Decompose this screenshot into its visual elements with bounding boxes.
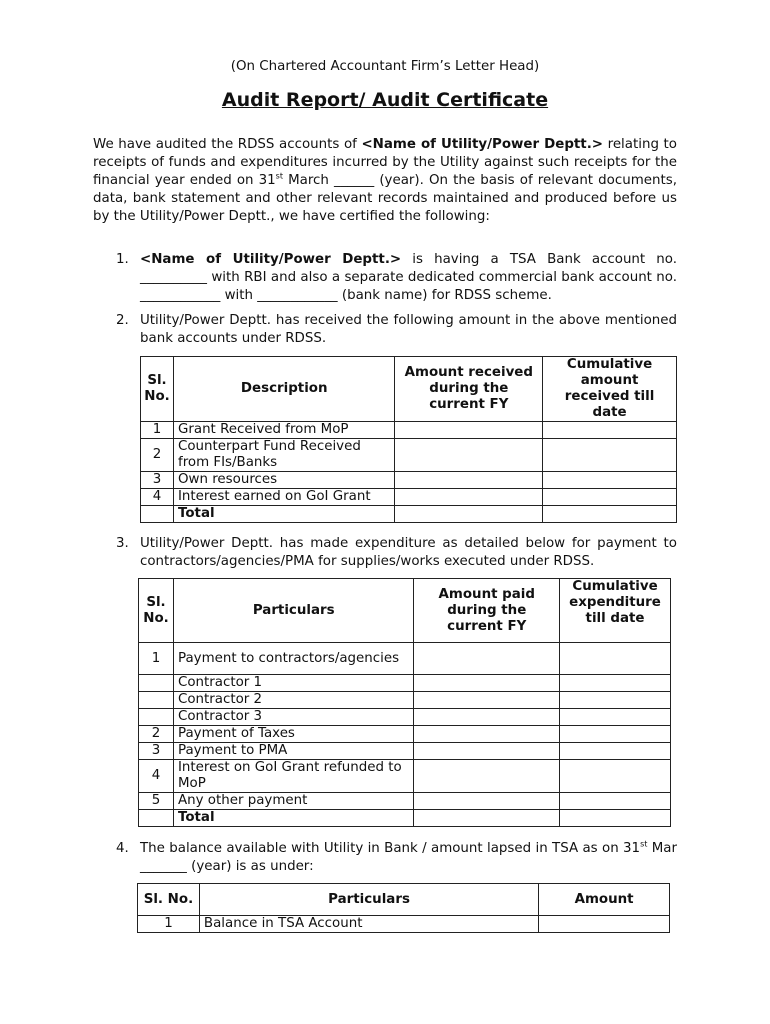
list-item-3 <box>116 535 677 571</box>
row-sl: 2 <box>141 439 174 472</box>
item-text: Utility/Power Deptt. has received the following amount in the above mentioned bank accounts under RDSS. <box>140 313 677 346</box>
table-row <box>141 422 677 439</box>
amount-cell <box>414 709 560 726</box>
table-row <box>139 743 671 760</box>
row-sl: 3 <box>141 472 174 489</box>
table-header-row <box>138 884 670 916</box>
amount-cell <box>414 643 560 675</box>
row-sl: 1 <box>138 916 200 933</box>
table-row <box>141 489 677 506</box>
cumulative-cell <box>560 726 671 743</box>
row-particulars: Balance in TSA Account <box>199 916 538 933</box>
cumulative-cell <box>543 489 677 506</box>
amount-cell <box>395 489 543 506</box>
row-description: Grant Received from MoP <box>173 422 394 439</box>
total-label: Total <box>173 810 414 827</box>
row-description: Own resources <box>173 472 394 489</box>
table-header-row <box>141 357 677 422</box>
row-particulars: Payment to PMA <box>173 743 414 760</box>
amount-cell <box>414 675 560 692</box>
table-row <box>141 439 677 472</box>
list-item-1 <box>116 251 677 305</box>
list-item-2 <box>116 312 677 348</box>
table-row <box>139 675 671 692</box>
row-sl <box>139 709 174 726</box>
total-label: Total <box>173 506 394 523</box>
item-text <box>140 840 677 876</box>
header-particulars: Particulars <box>173 579 414 643</box>
cumulative-cell <box>560 760 671 793</box>
item-number: 3. <box>116 536 129 551</box>
item-superscript: st <box>640 839 648 849</box>
table-row <box>139 793 671 810</box>
row-description: Counterpart Fund Received from FIs/Banks <box>173 439 394 472</box>
row-particulars: Contractor 2 <box>173 692 414 709</box>
item-body-b: Mar _______ (year) is as under: <box>140 841 677 874</box>
row-particulars: Payment to contractors/agencies <box>173 643 414 675</box>
cumulative-cell <box>560 692 671 709</box>
amount-cell <box>414 760 560 793</box>
receipts-table <box>140 356 677 523</box>
cumulative-cell <box>560 643 671 675</box>
item-number: 1. <box>116 252 129 267</box>
header-amount-paid: Amount paid during the current FY <box>414 579 560 643</box>
table-row <box>139 643 671 675</box>
expenditure-table <box>138 578 671 827</box>
item-number: 2. <box>116 313 129 328</box>
row-particulars: Interest on GoI Grant refunded to MoP <box>173 760 414 793</box>
utility-name-placeholder: <Name of Utility/Power Deptt.> <box>361 137 604 152</box>
row-description: Interest earned on GoI Grant <box>173 489 394 506</box>
intro-text-3: March ______ (year). On the basis of relevant documents, data, bank statement and other relevant records maintained and produced before us by the Utility/Power Deptt., we have certified the following: <box>93 173 677 224</box>
row-sl: 1 <box>141 422 174 439</box>
row-sl: 3 <box>139 743 174 760</box>
row-sl <box>141 506 174 523</box>
cumulative-cell <box>560 675 671 692</box>
row-sl <box>139 692 174 709</box>
utility-name-placeholder: <Name of Utility/Power Deptt.> <box>140 252 402 267</box>
intro-paragraph <box>93 136 677 226</box>
header-particulars: Particulars <box>199 884 538 916</box>
amount-cell <box>414 743 560 760</box>
list-item-4 <box>116 840 677 876</box>
letterhead-note: (On Chartered Accountant Firm’s Letter Head) <box>230 59 540 74</box>
row-sl: 2 <box>139 726 174 743</box>
row-particulars: Contractor 3 <box>173 709 414 726</box>
amount-cell <box>414 810 560 827</box>
page-title: Audit Report/ Audit Certificate <box>221 89 549 111</box>
amount-cell <box>395 422 543 439</box>
header-cumulative-received: Cumulative amount received till date <box>543 357 677 422</box>
item-text: Utility/Power Deptt. has made expenditure as detailed below for payment to contractors/agencies/PMA for supplies/works executed under RDSS. <box>140 536 677 569</box>
cumulative-cell <box>560 793 671 810</box>
intro-text-1: We have audited the RDSS accounts of <box>93 137 362 152</box>
item-body: is having a TSA Bank account no. __________ with RBI and also a separate dedicated commercial bank account no. ____________ with ____________ (bank name) for RDSS scheme. <box>140 252 677 303</box>
amount-cell <box>414 793 560 810</box>
row-particulars: Contractor 1 <box>173 675 414 692</box>
intro-superscript: st <box>275 171 283 181</box>
intro-text-2: relating to receipts of funds and expenditures incurred by the Utility against such receipts for the financial year ended on 31 <box>93 137 677 188</box>
table-row <box>141 472 677 489</box>
table-row <box>139 726 671 743</box>
row-sl <box>139 810 174 827</box>
row-sl: 4 <box>141 489 174 506</box>
cumulative-cell <box>543 472 677 489</box>
header-sl-no: Sl. No. <box>141 357 174 422</box>
cumulative-cell <box>560 743 671 760</box>
header-description: Description <box>173 357 394 422</box>
cumulative-cell <box>560 810 671 827</box>
row-particulars: Any other payment <box>173 793 414 810</box>
row-sl: 5 <box>139 793 174 810</box>
table-header-row <box>139 579 671 643</box>
table-row <box>138 916 670 933</box>
table-row <box>139 692 671 709</box>
total-row <box>141 506 677 523</box>
table-row <box>139 709 671 726</box>
item-number: 4. <box>116 841 129 856</box>
total-row <box>139 810 671 827</box>
item-text <box>140 251 677 305</box>
table-row <box>139 760 671 793</box>
cumulative-cell <box>543 422 677 439</box>
amount-cell <box>395 439 543 472</box>
header-cumulative-expenditure: Cumulative expenditure till date <box>560 579 671 643</box>
header-amount: Amount <box>539 884 670 916</box>
item-body-a: The balance available with Utility in Bank / amount lapsed in TSA as on 31 <box>140 841 641 856</box>
amount-cell <box>414 726 560 743</box>
cumulative-cell <box>560 709 671 726</box>
row-sl <box>139 675 174 692</box>
row-sl: 4 <box>139 760 174 793</box>
amount-cell <box>539 916 670 933</box>
row-sl: 1 <box>139 643 174 675</box>
header-amount-received: Amount received during the current FY <box>395 357 543 422</box>
balance-table <box>137 883 670 933</box>
amount-cell <box>395 472 543 489</box>
cumulative-cell <box>543 439 677 472</box>
amount-cell <box>414 692 560 709</box>
header-sl-no: Sl. No. <box>139 579 174 643</box>
cumulative-cell <box>543 506 677 523</box>
row-particulars: Payment of Taxes <box>173 726 414 743</box>
header-sl-no: Sl. No. <box>138 884 200 916</box>
amount-cell <box>395 506 543 523</box>
